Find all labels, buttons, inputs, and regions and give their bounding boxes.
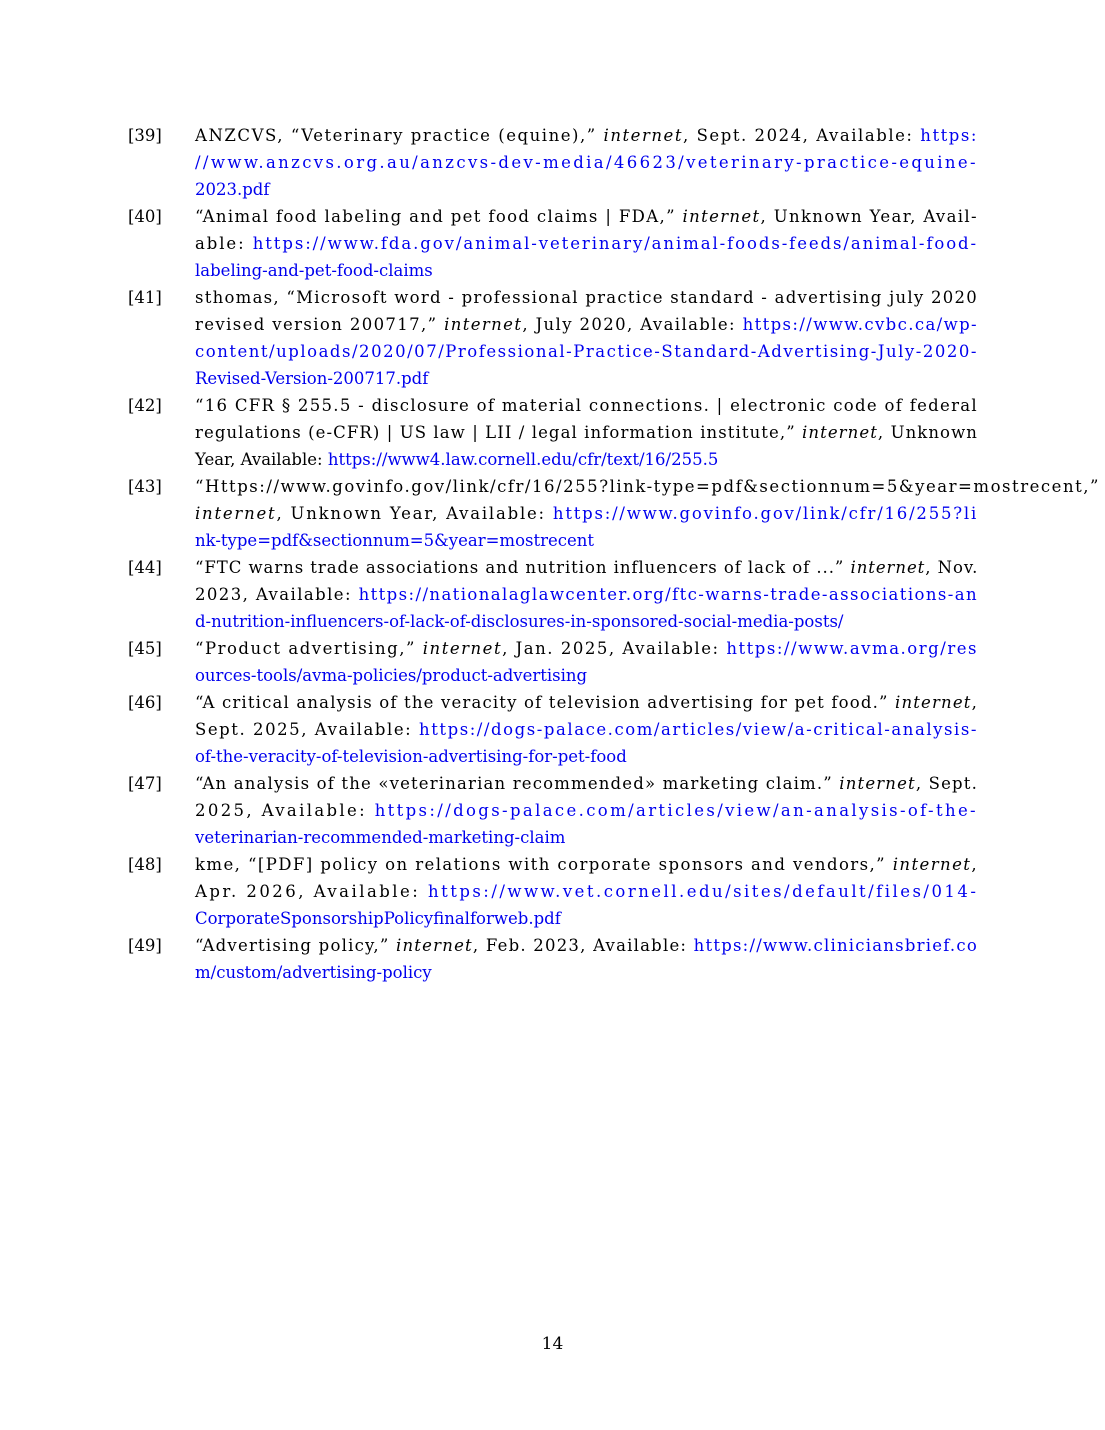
reference-line xyxy=(195,716,978,743)
reference-item xyxy=(128,122,1105,203)
reference-line xyxy=(195,554,978,581)
reference-url-link[interactable]: labeling-and-pet-food-claims xyxy=(195,261,433,280)
reference-body xyxy=(195,635,978,689)
reference-line xyxy=(195,176,978,203)
reference-line xyxy=(195,797,978,824)
reference-text: regulations (e-CFR) | US law | LII / legal information institute,” xyxy=(195,423,803,442)
publication-venue: internet xyxy=(850,558,926,577)
reference-url-link[interactable]: 2023.pdf xyxy=(195,180,270,199)
reference-url-link[interactable]: https://www.cliniciansbrief.co xyxy=(693,936,978,955)
reference-line xyxy=(195,500,978,527)
reference-line xyxy=(195,743,978,770)
reference-text: kme, “[PDF] policy on relations with corporate sponsors and vendors,” xyxy=(195,855,893,874)
reference-url-link[interactable]: d-nutrition-influencers-of-lack-of-disclosures-in-sponsored-social-media-posts/ xyxy=(195,612,844,631)
reference-text: “Advertising policy,” xyxy=(195,936,396,955)
publication-venue: internet xyxy=(892,855,972,874)
reference-line xyxy=(195,365,978,392)
reference-text: “FTC warns trade associations and nutrition influencers of lack of ...” xyxy=(195,558,851,577)
reference-line xyxy=(195,473,1100,500)
reference-url-link[interactable]: https://dogs-palace.com/articles/view/a-critical-analysis- xyxy=(419,720,979,739)
reference-body xyxy=(195,122,978,203)
reference-body xyxy=(195,770,978,851)
reference-url-link[interactable]: content/uploads/2020/07/Professional-Practice-Standard-Advertising-July-2020- xyxy=(195,342,978,361)
page-number: 14 xyxy=(541,1334,564,1354)
reference-body xyxy=(195,851,978,932)
reference-item xyxy=(128,473,1105,554)
reference-line xyxy=(195,662,978,689)
reference-text: , July 2020, Available: xyxy=(522,315,743,334)
reference-text: , Unknown Year, Avail- xyxy=(760,207,978,226)
reference-url-link[interactable]: Revised-Version-200717.pdf xyxy=(195,369,429,388)
reference-line xyxy=(195,446,978,473)
reference-text: , Nov. xyxy=(925,558,979,577)
reference-text: , Jan. 2025, Available: xyxy=(502,639,727,658)
reference-label: [45] xyxy=(128,639,162,658)
reference-text: 2023, Available: xyxy=(195,585,359,604)
reference-item xyxy=(128,554,1105,635)
reference-url-link[interactable]: https://www.avma.org/res xyxy=(726,639,979,658)
reference-url-link[interactable]: https://nationalaglawcenter.org/ftc-warns-trade-associations-an xyxy=(358,585,979,604)
reference-text: , xyxy=(971,693,978,712)
reference-line xyxy=(195,581,978,608)
reference-label: [39] xyxy=(128,126,162,145)
reference-line xyxy=(195,284,978,311)
reference-body xyxy=(195,473,1100,554)
reference-url-link[interactable]: //www.anzcvs.org.au/anzcvs-dev-media/46623/veterinary-practice-equine- xyxy=(195,153,978,172)
reference-label: [47] xyxy=(128,774,162,793)
reference-body xyxy=(195,932,978,986)
publication-venue: internet xyxy=(682,207,761,226)
publication-venue: internet xyxy=(895,693,972,712)
reference-line xyxy=(195,311,978,338)
publication-venue: internet xyxy=(603,126,684,145)
reference-url-link[interactable]: https://www4.law.cornell.edu/cfr/text/16/255.5 xyxy=(327,450,719,469)
reference-line xyxy=(195,149,978,176)
reference-item xyxy=(128,392,1105,473)
reference-line xyxy=(195,932,978,959)
publication-venue: internet xyxy=(195,504,277,523)
reference-line xyxy=(195,635,978,662)
reference-url-link[interactable]: https://www.fda.gov/animal-veterinary/animal-foods-feeds/animal-food- xyxy=(252,234,978,253)
publication-venue: internet xyxy=(839,774,916,793)
reference-text: , Sept. 2024, Available: xyxy=(683,126,921,145)
reference-text: ANZCVS, “Veterinary practice (equine),” xyxy=(195,126,604,145)
reference-body xyxy=(195,284,978,392)
reference-url-link[interactable]: nk-type=pdf&sectionnum=5&year=mostrecent xyxy=(195,531,595,550)
reference-url-link[interactable]: https://www.vet.cornell.edu/sites/default/files/014- xyxy=(428,882,979,901)
reference-item xyxy=(128,284,1105,392)
reference-text: , Unknown xyxy=(877,423,978,442)
reference-url-link[interactable]: of-the-veracity-of-television-advertising-for-pet-food xyxy=(195,747,627,766)
reference-item xyxy=(128,635,1105,689)
reference-line xyxy=(195,959,978,986)
reference-url-link[interactable]: veterinarian-recommended-marketing-claim xyxy=(195,828,566,847)
reference-line xyxy=(195,878,978,905)
reference-text: , xyxy=(971,855,978,874)
reference-line xyxy=(195,122,978,149)
reference-text: “Animal food labeling and pet food claims | FDA,” xyxy=(195,207,683,226)
reference-label: [40] xyxy=(128,207,162,226)
reference-label: [43] xyxy=(128,477,162,496)
reference-text: “An analysis of the «veterinarian recommended» marketing claim.” xyxy=(195,774,840,793)
reference-text: able: xyxy=(195,234,253,253)
reference-label: [46] xyxy=(128,693,162,712)
reference-text: , Sept. xyxy=(915,774,978,793)
reference-line xyxy=(195,338,978,365)
reference-item xyxy=(128,689,1105,770)
reference-body xyxy=(195,689,978,770)
reference-text: “A critical analysis of the veracity of television advertising for pet food.” xyxy=(195,693,896,712)
reference-label: [49] xyxy=(128,936,162,955)
reference-line xyxy=(195,230,978,257)
reference-text: sthomas, “Microsoft word - professional practice standard - advertising july 2020 xyxy=(195,288,978,307)
reference-line xyxy=(195,824,978,851)
reference-label: [41] xyxy=(128,288,162,307)
reference-line xyxy=(195,608,978,635)
reference-url-link[interactable]: https://dogs-palace.com/articles/view/an-analysis-of-the- xyxy=(374,801,978,820)
reference-text: Apr. 2026, Available: xyxy=(195,882,429,901)
reference-url-link[interactable]: https://www.cvbc.ca/wp- xyxy=(742,315,978,334)
reference-label: [42] xyxy=(128,396,162,415)
publication-venue: internet xyxy=(395,936,473,955)
reference-text: , Feb. 2023, Available: xyxy=(472,936,694,955)
reference-url-link[interactable]: CorporateSponsorshipPolicyfinalforweb.pdf xyxy=(195,909,561,928)
reference-body xyxy=(195,554,978,635)
reference-line xyxy=(195,203,978,230)
reference-list xyxy=(128,122,1105,986)
reference-line xyxy=(195,419,978,446)
reference-line xyxy=(195,392,978,419)
reference-url-link[interactable]: https://www.govinfo.gov/link/cfr/16/255?li xyxy=(552,504,979,523)
reference-url-link[interactable]: https: xyxy=(920,126,978,145)
reference-text: Sept. 2025, Available: xyxy=(195,720,420,739)
reference-item xyxy=(128,851,1105,932)
reference-url-link[interactable]: ources-tools/avma-policies/product-advertising xyxy=(195,666,588,685)
reference-url-link[interactable]: m/custom/advertising-policy xyxy=(195,963,432,982)
reference-line xyxy=(195,527,978,554)
reference-label: [44] xyxy=(128,558,162,577)
reference-item xyxy=(128,203,1105,284)
reference-item xyxy=(128,770,1105,851)
reference-text: , Unknown Year, Available: xyxy=(276,504,553,523)
reference-text: Year, Available: xyxy=(195,450,328,469)
reference-text: “Https://www.govinfo.gov/link/cfr/16/255?link-type=pdf&sectionnum=5&year=mostrecent,” xyxy=(195,477,1100,496)
reference-item xyxy=(128,932,1105,986)
reference-line xyxy=(195,905,978,932)
reference-label: [48] xyxy=(128,855,162,874)
reference-text: revised version 200717,” xyxy=(195,315,445,334)
reference-text: “Product advertising,” xyxy=(195,639,423,658)
publication-venue: internet xyxy=(444,315,523,334)
reference-line xyxy=(195,257,978,284)
publication-venue: internet xyxy=(802,423,878,442)
publication-venue: internet xyxy=(422,639,503,658)
reference-line xyxy=(195,851,978,878)
reference-body xyxy=(195,392,978,473)
reference-text: 2025, Available: xyxy=(195,801,375,820)
reference-text: “16 CFR § 255.5 - disclosure of material connections. | electronic code of federal xyxy=(195,396,978,415)
reference-line xyxy=(195,770,978,797)
reference-body xyxy=(195,203,978,284)
reference-line xyxy=(195,689,978,716)
